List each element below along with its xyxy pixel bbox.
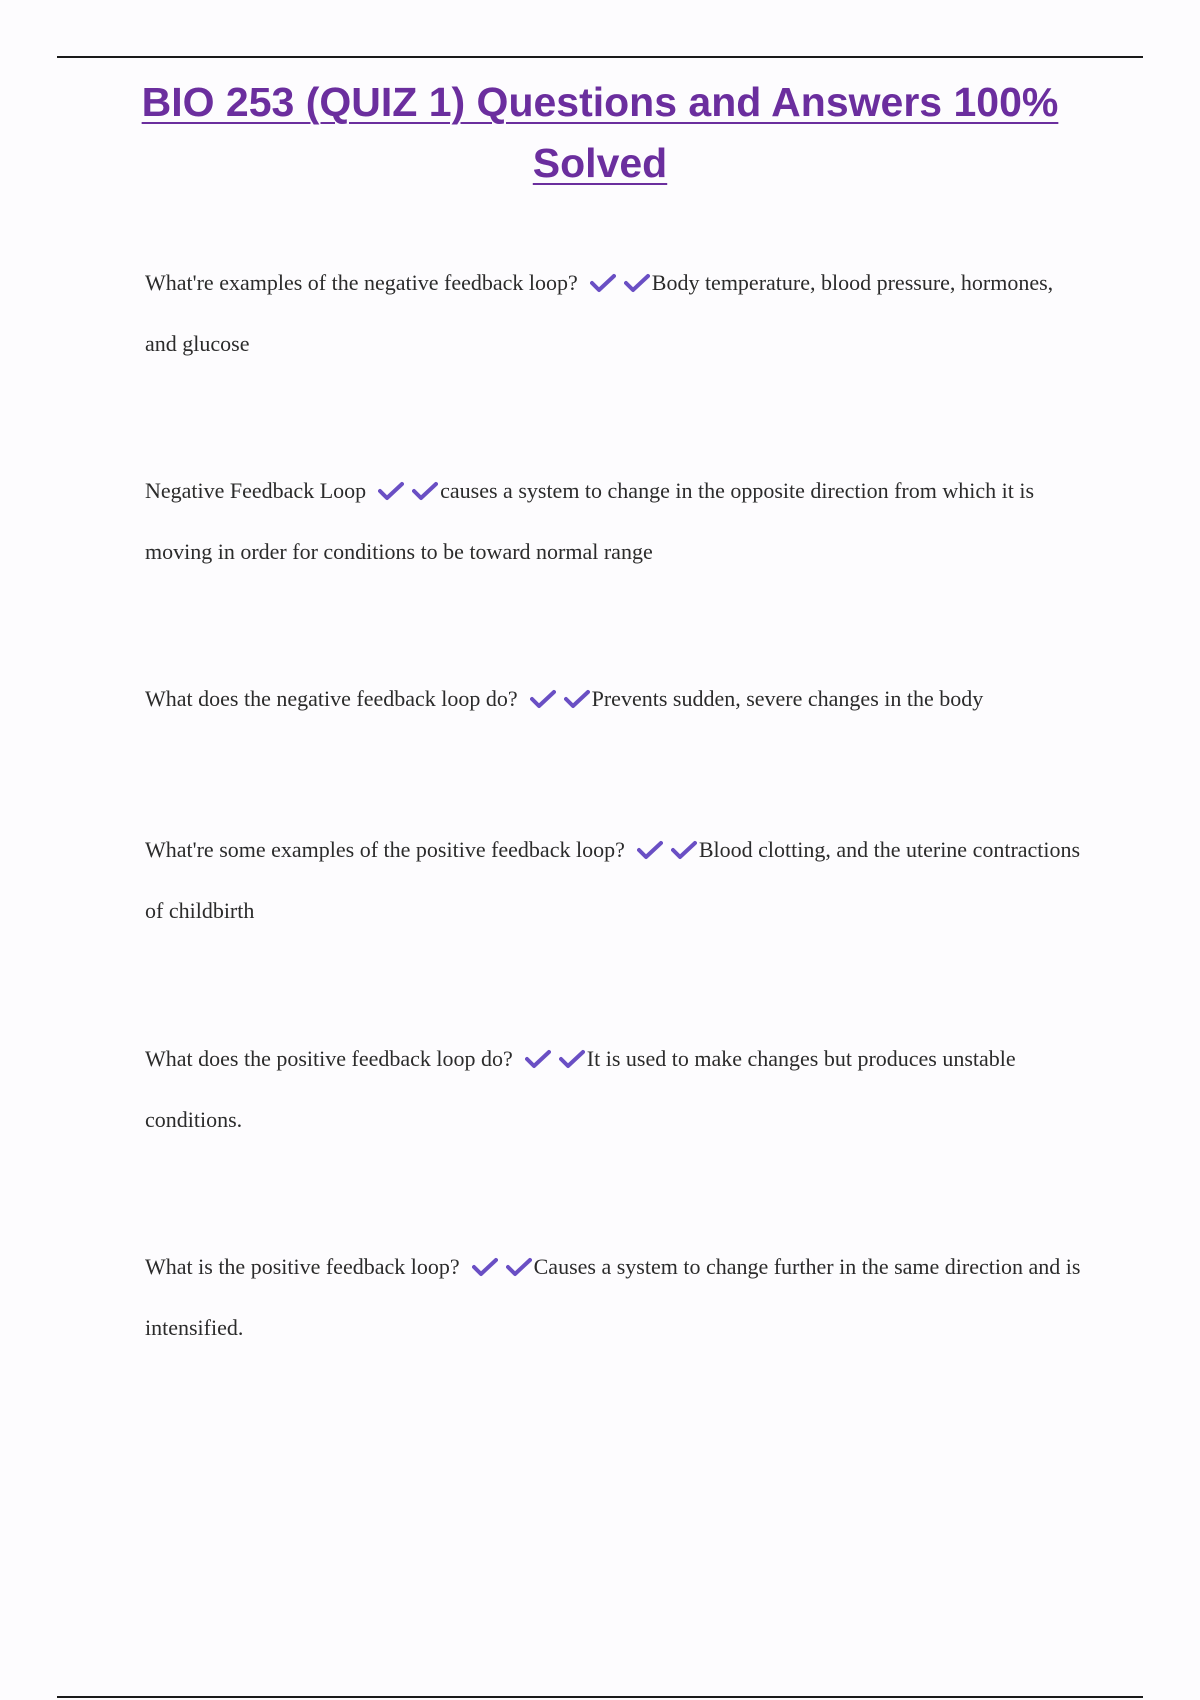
qa-item	[145, 460, 1090, 582]
bottom-rule	[57, 1696, 1143, 1698]
top-rule	[57, 56, 1143, 58]
check-icon	[624, 273, 650, 293]
question-text: What're examples of the negative feedback loop?	[145, 270, 578, 295]
check-icon	[564, 689, 590, 709]
answer-text: Prevents sudden, severe changes in the body	[591, 686, 984, 711]
check-icon	[506, 1257, 532, 1277]
answer-text: causes a system to change in the opposite direction from which it is moving in order for conditions to be toward normal range	[145, 478, 1035, 564]
check-icon	[559, 1049, 585, 1069]
check-icon	[590, 273, 616, 293]
answer-text: Causes a system to change further in the same direction and is intensified.	[145, 1254, 1081, 1340]
double-check-icon	[637, 819, 697, 880]
qa-item	[145, 668, 1090, 729]
double-check-icon	[525, 1028, 585, 1089]
double-check-icon	[472, 1236, 532, 1297]
question-text: What is the positive feedback loop?	[145, 1254, 460, 1279]
check-icon	[671, 840, 697, 860]
check-icon	[530, 689, 556, 709]
check-icon	[637, 840, 663, 860]
question-text: Negative Feedback Loop	[145, 478, 367, 503]
double-check-icon	[590, 252, 650, 313]
page-title	[100, 72, 1100, 194]
check-icon	[525, 1049, 551, 1069]
double-check-icon	[378, 460, 438, 521]
answer-text: It is used to make changes but produces unstable conditions.	[145, 1046, 1016, 1132]
qa-item	[145, 252, 1090, 374]
qa-item	[145, 1236, 1090, 1358]
qa-item	[145, 819, 1090, 941]
question-text: What does the negative feedback loop do?	[145, 686, 518, 711]
check-icon	[472, 1257, 498, 1277]
check-icon	[412, 481, 438, 501]
answer-text: Body temperature, blood pressure, hormones, and glucose	[145, 270, 1054, 356]
answer-text: Blood clotting, and the uterine contractions of childbirth	[145, 837, 1081, 923]
page-title-text: BIO 253 (QUIZ 1) Questions and Answers 100% Solved	[141, 79, 1059, 186]
qa-item	[145, 1028, 1090, 1150]
double-check-icon	[530, 668, 590, 729]
question-text: What does the positive feedback loop do?	[145, 1046, 513, 1071]
question-text: What're some examples of the positive feedback loop?	[145, 837, 625, 862]
check-icon	[378, 481, 404, 501]
